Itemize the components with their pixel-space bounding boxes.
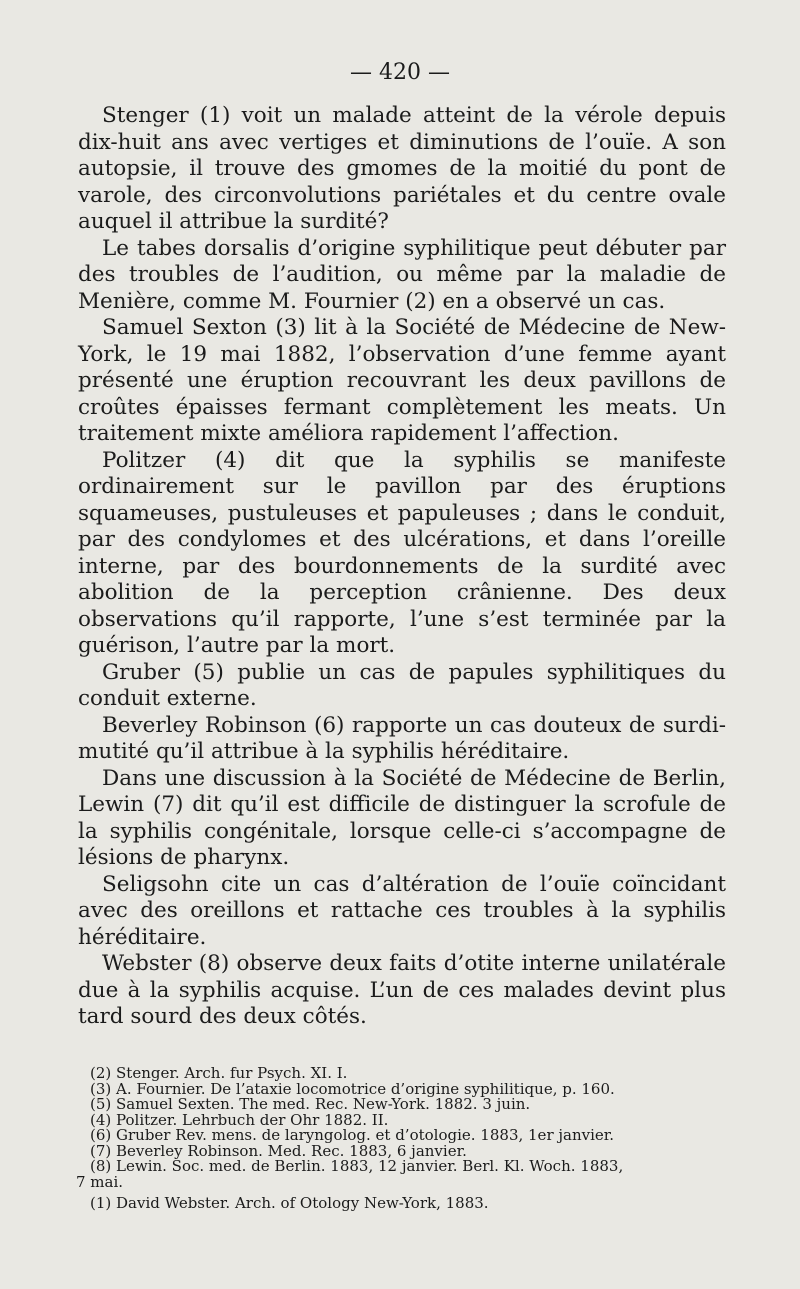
footnote: (6) Gruber Rev. mens. de laryngolog. et d’otologie. 1883, 1er janvier.: [90, 1128, 615, 1144]
footnote: (8) Lewin. Soc. med. de Berlin. 1883, 12 janvier. Berl. Kl. Woch. 1883,: [90, 1159, 624, 1175]
page-number: — 420 —: [350, 60, 450, 85]
paragraph-sexton: Samuel Sexton (3) lit à la Société de Médecine de New-York, le 19 mai 1882, l’observation d’une femme ayant présenté une éruption recouvrant les deux pavillons de croûtes épaisses fermant complètement les meats. Un traitement mixte améliora rapidement l’affection.: [78, 315, 726, 446]
paragraph-politzer: Politzer (4) dit que la syphilis se manifeste ordinairement sur le pavillon par des éruptions squameuses, pustuleuses et papuleuses ; dans le conduit, par des condylomes et des ulcérations, et dans l’oreille interne, par des bourdonnements de la surdité avec abolition de la perception crânienne. Des deux observations qu’il rapporte, l’une s’est terminée par la guérison, l’autre par la mort.: [78, 447, 726, 658]
paragraph-stenger: Stenger (1) voit un malade atteint de la vérole depuis dix-huit ans avec vertiges et diminutions de l’ouïe. A son autopsie, il trouve des gmomes de la moitié du pont de varole, des circonvolutions pariétales et du centre ovale auquel il attribue la surdité?: [78, 103, 726, 234]
footnote: (5) Samuel Sexten. The med. Rec. New-York. 1882. 3 juin.: [90, 1097, 531, 1113]
paragraph-robinson: Beverley Robinson (6) rapporte un cas douteux de surdi-mutité qu’il attribue à la syphilis héréditaire.: [78, 712, 726, 764]
paragraph-lewin: Dans une discussion à la Société de Médecine de Berlin, Lewin (7) dit qu’il est difficile de distinguer la scrofule de la syphilis congénitale, lorsque celle-ci s’accompagne de lésions de pharynx.: [78, 765, 726, 870]
footnote: (4) Politzer. Lehrbuch der Ohr 1882. II.: [90, 1112, 389, 1128]
paragraph-gruber: Gruber (5) publie un cas de papules syphilitiques du conduit externe.: [78, 659, 726, 711]
footnotes: [76, 1066, 726, 1212]
paragraph-tabes: Le tabes dorsalis d’origine syphilitique peut débuter par des troubles de l’audition, ou même par la maladie de Menière, comme M. Fournier (2) en a observé un cas.: [78, 235, 726, 314]
paragraph-webster: Webster (8) observe deux faits d’otite interne unilatérale due à la syphilis acquise. L’un de ces malades devint plus tard sourd des deux côtés.: [78, 951, 726, 1029]
footnote: (1) David Webster. Arch. of Otology New-York, 1883.: [90, 1196, 489, 1212]
footnote-continuation: 7 mai.: [76, 1174, 124, 1190]
paragraph-seligsohn: Seligsohn cite un cas d’altération de l’ouïe coïncidant avec des oreillons et rattache ces troubles à la syphilis héréditaire.: [78, 871, 726, 950]
main-text: [78, 103, 726, 1031]
footnote: (7) Beverley Robinson. Med. Rec. 1883, 6 janvier.: [90, 1143, 467, 1159]
footnote: (3) A. Fournier. De l’ataxie locomotrice d’origine syphilitique, p. 160.: [90, 1081, 615, 1097]
footnote: (2) Stenger. Arch. fur Psych. XI. I.: [90, 1066, 348, 1082]
